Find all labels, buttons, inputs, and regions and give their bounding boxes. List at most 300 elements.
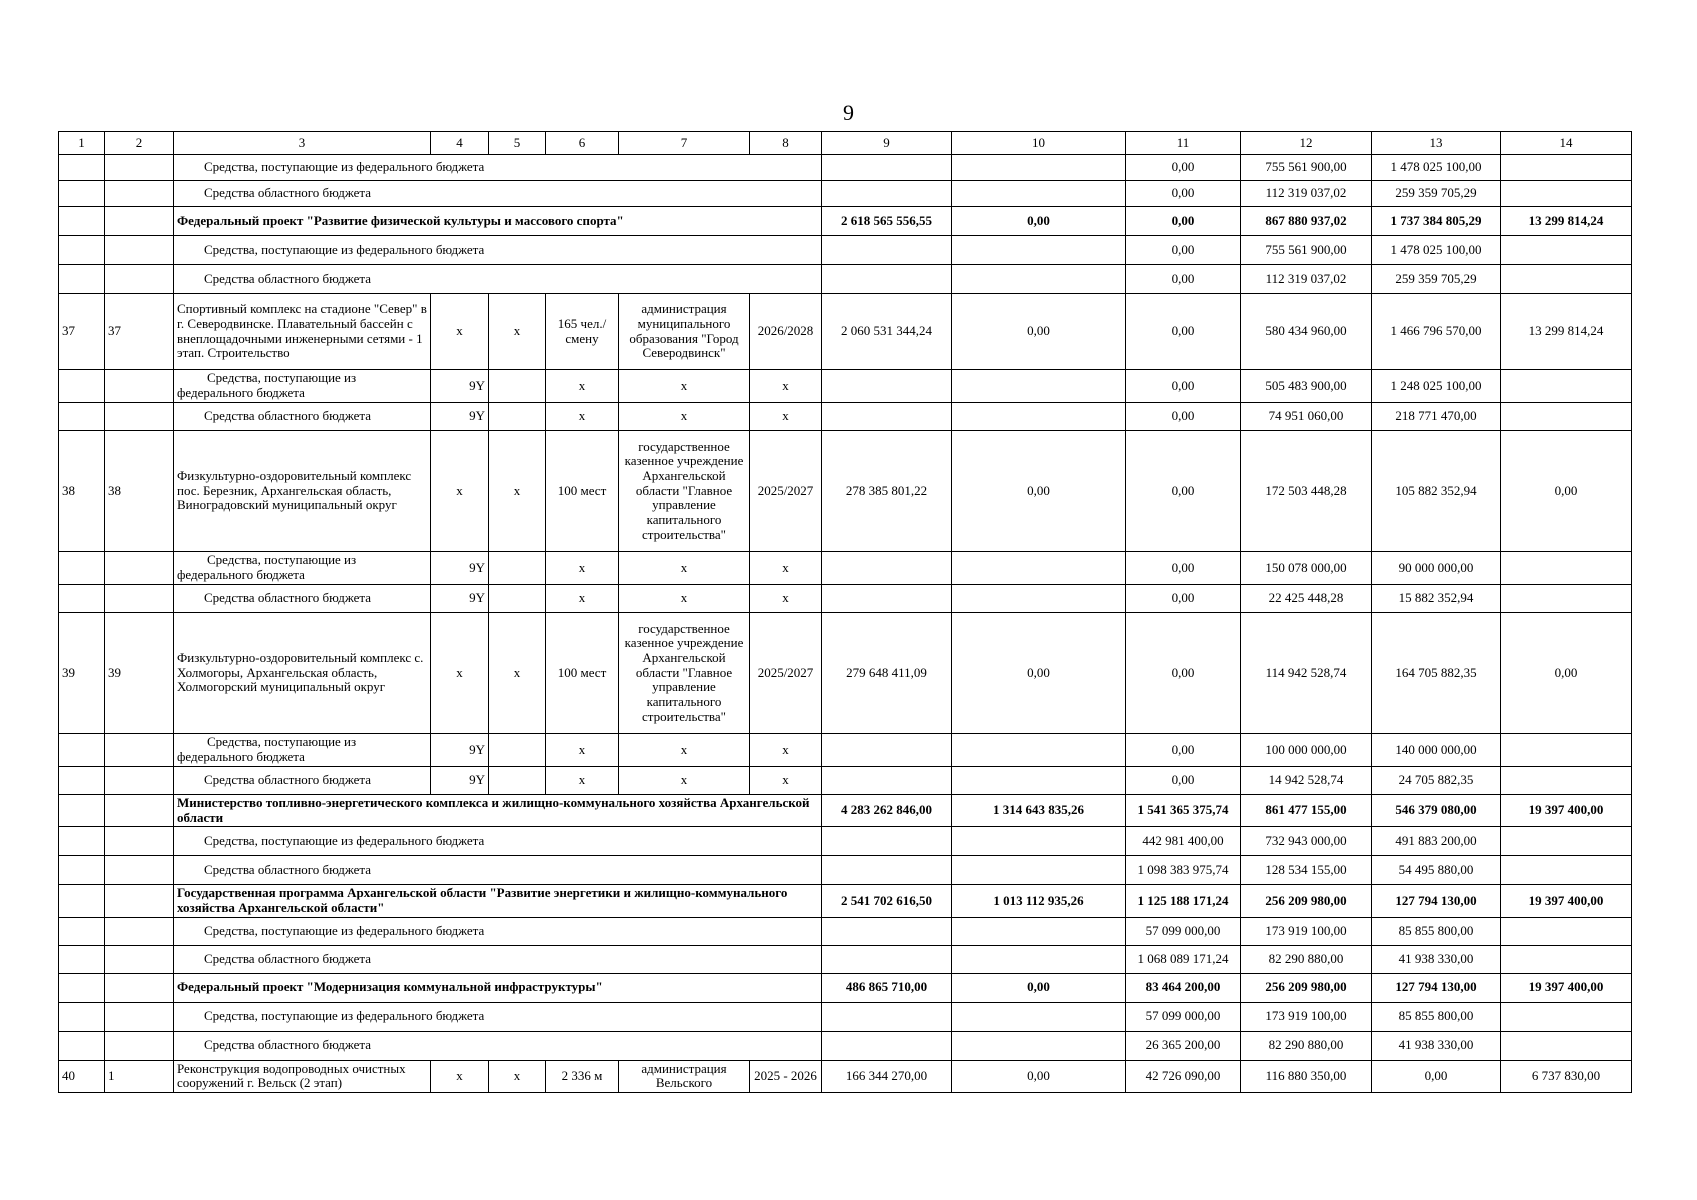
row-index-cell — [105, 795, 174, 827]
funding-source-row — [59, 767, 1632, 795]
amount-col-10: 0,00 — [952, 1060, 1126, 1092]
section-title: Федеральный проект "Развитие физической культуры и массового спорта" — [174, 207, 822, 236]
funding-source-label: Средства областного бюджета — [174, 1031, 822, 1060]
amount-col-11: 0,00 — [1126, 767, 1241, 795]
amount-col-13: 127 794 130,00 — [1372, 885, 1501, 917]
total-amount — [822, 370, 952, 403]
object-name: Физкультурно-оздоровительный комплекс с. Холмогоры, Архангельская область, Холмогорский муниципальный округ — [174, 613, 431, 734]
object-capacity: x — [546, 734, 619, 767]
object-row — [59, 1060, 1632, 1092]
row-index-cell — [105, 370, 174, 403]
object-name: Спортивный комплекс на стадионе "Север" в г. Северодвинске. Плавательный бассейн с внеплощадочными инженерными сетями - 1 этап. Строительство — [174, 294, 431, 370]
funding-source-row — [59, 945, 1632, 973]
funding-source-row — [59, 1002, 1632, 1031]
object-col-5: x — [489, 431, 546, 552]
row-index-cell — [105, 181, 174, 207]
amount-col-13: 1 248 025 100,00 — [1372, 370, 1501, 403]
object-col-5: x — [489, 613, 546, 734]
row-index-cell — [105, 973, 174, 1002]
amount-col-11: 0,00 — [1126, 236, 1241, 265]
amount-col-11: 1 068 089 171,24 — [1126, 945, 1241, 973]
amount-col-10 — [952, 827, 1126, 856]
object-row — [59, 294, 1632, 370]
amount-col-13: 127 794 130,00 — [1372, 973, 1501, 1002]
amount-col-14: 6 737 830,00 — [1501, 1060, 1632, 1092]
row-index-cell — [105, 585, 174, 613]
funding-source-label: Средства областного бюджета — [174, 945, 822, 973]
object-name: Физкультурно-оздоровительный комплекс пос. Березник, Архангельская область, Виноградовский муниципальный округ — [174, 431, 431, 552]
amount-col-12: 580 434 960,00 — [1241, 294, 1372, 370]
object-period: 2025 - 2026 — [750, 1060, 822, 1092]
total-amount — [822, 856, 952, 885]
amount-col-14 — [1501, 1002, 1632, 1031]
object-capacity: x — [546, 585, 619, 613]
amount-col-11: 0,00 — [1126, 552, 1241, 585]
amount-col-14: 13 299 814,24 — [1501, 207, 1632, 236]
amount-col-13: 24 705 882,35 — [1372, 767, 1501, 795]
amount-col-14 — [1501, 236, 1632, 265]
amount-col-14 — [1501, 767, 1632, 795]
amount-col-13: 259 359 705,29 — [1372, 181, 1501, 207]
funding-source-label: Средства, поступающие из федерального бюджета — [174, 552, 431, 585]
row-number-cell: 39 — [59, 613, 105, 734]
row-number-cell — [59, 181, 105, 207]
amount-col-10 — [952, 181, 1126, 207]
row-index-cell — [105, 1031, 174, 1060]
object-code: x — [431, 431, 489, 552]
total-amount — [822, 236, 952, 265]
amount-col-11: 0,00 — [1126, 181, 1241, 207]
amount-col-11: 26 365 200,00 — [1126, 1031, 1241, 1060]
amount-col-10 — [952, 734, 1126, 767]
amount-col-12: 128 534 155,00 — [1241, 856, 1372, 885]
total-amount: 2 541 702 616,50 — [822, 885, 952, 917]
row-number-cell: 38 — [59, 431, 105, 552]
amount-col-11: 442 981 400,00 — [1126, 827, 1241, 856]
object-period: x — [750, 552, 822, 585]
amount-col-11: 1 541 365 375,74 — [1126, 795, 1241, 827]
object-col-5 — [489, 585, 546, 613]
funding-source-label: Средства, поступающие из федерального бюджета — [174, 236, 822, 265]
row-index-cell — [105, 207, 174, 236]
funding-source-row — [59, 917, 1632, 945]
object-row — [59, 613, 1632, 734]
row-number-cell — [59, 1031, 105, 1060]
amount-col-12: 256 209 980,00 — [1241, 885, 1372, 917]
object-capacity: 165 чел./смену — [546, 294, 619, 370]
column-number: 12 — [1241, 132, 1372, 155]
amount-col-10: 0,00 — [952, 613, 1126, 734]
object-code: x — [431, 1060, 489, 1092]
amount-col-12: 755 561 900,00 — [1241, 236, 1372, 265]
row-number-cell — [59, 236, 105, 265]
column-number: 7 — [619, 132, 750, 155]
object-capacity: 100 мест — [546, 431, 619, 552]
total-amount: 2 618 565 556,55 — [822, 207, 952, 236]
amount-col-14 — [1501, 403, 1632, 431]
column-number: 9 — [822, 132, 952, 155]
total-amount — [822, 1031, 952, 1060]
column-number: 8 — [750, 132, 822, 155]
amount-col-14 — [1501, 856, 1632, 885]
object-capacity: x — [546, 767, 619, 795]
amount-col-10 — [952, 767, 1126, 795]
amount-col-12: 14 942 528,74 — [1241, 767, 1372, 795]
row-number-cell: 37 — [59, 294, 105, 370]
object-period: x — [750, 767, 822, 795]
row-number-cell — [59, 856, 105, 885]
object-capacity: x — [546, 403, 619, 431]
object-period: 2025/2027 — [750, 431, 822, 552]
amount-col-14: 19 397 400,00 — [1501, 795, 1632, 827]
object-capacity: x — [546, 552, 619, 585]
object-period: x — [750, 370, 822, 403]
column-number-row — [59, 132, 1632, 155]
amount-col-11: 1 098 383 975,74 — [1126, 856, 1241, 885]
funding-code: 9Y — [431, 552, 489, 585]
row-number-cell — [59, 945, 105, 973]
amount-col-14 — [1501, 155, 1632, 181]
total-amount — [822, 827, 952, 856]
amount-col-13: 54 495 880,00 — [1372, 856, 1501, 885]
row-number-cell — [59, 265, 105, 294]
object-customer: администрация Вельского — [619, 1060, 750, 1092]
column-number: 13 — [1372, 132, 1501, 155]
amount-col-14 — [1501, 917, 1632, 945]
amount-col-10 — [952, 917, 1126, 945]
total-amount — [822, 917, 952, 945]
object-row — [59, 431, 1632, 552]
funding-source-label: Средства, поступающие из федерального бюджета — [174, 917, 822, 945]
amount-col-10 — [952, 552, 1126, 585]
column-number: 5 — [489, 132, 546, 155]
object-code: x — [431, 294, 489, 370]
amount-col-12: 112 319 037,02 — [1241, 181, 1372, 207]
funding-code: 9Y — [431, 734, 489, 767]
funding-code: 9Y — [431, 370, 489, 403]
object-col-5 — [489, 734, 546, 767]
amount-col-14: 19 397 400,00 — [1501, 973, 1632, 1002]
row-number-cell — [59, 403, 105, 431]
funding-code: 9Y — [431, 403, 489, 431]
amount-col-10: 0,00 — [952, 431, 1126, 552]
total-amount — [822, 265, 952, 294]
amount-col-13: 259 359 705,29 — [1372, 265, 1501, 294]
section-total-row — [59, 207, 1632, 236]
budget-table — [58, 131, 1632, 1093]
amount-col-10: 0,00 — [952, 973, 1126, 1002]
amount-col-10 — [952, 403, 1126, 431]
amount-col-13: 15 882 352,94 — [1372, 585, 1501, 613]
object-customer: x — [619, 767, 750, 795]
section-total-row — [59, 885, 1632, 917]
object-col-5: x — [489, 1060, 546, 1092]
amount-col-13: 85 855 800,00 — [1372, 917, 1501, 945]
funding-code: 9Y — [431, 767, 489, 795]
row-number-cell — [59, 585, 105, 613]
amount-col-14: 19 397 400,00 — [1501, 885, 1632, 917]
object-customer: x — [619, 552, 750, 585]
total-amount — [822, 155, 952, 181]
amount-col-13: 491 883 200,00 — [1372, 827, 1501, 856]
amount-col-12: 256 209 980,00 — [1241, 973, 1372, 1002]
amount-col-13: 1 478 025 100,00 — [1372, 155, 1501, 181]
column-number: 2 — [105, 132, 174, 155]
object-col-5 — [489, 767, 546, 795]
funding-source-label: Средства областного бюджета — [174, 181, 822, 207]
amount-col-11: 0,00 — [1126, 155, 1241, 181]
row-number-cell: 40 — [59, 1060, 105, 1092]
total-amount: 278 385 801,22 — [822, 431, 952, 552]
amount-col-10 — [952, 265, 1126, 294]
object-customer: x — [619, 585, 750, 613]
amount-col-12: 74 951 060,00 — [1241, 403, 1372, 431]
object-customer: государственное казенное учреждение Архангельской области "Главное управление капитального строительства" — [619, 431, 750, 552]
amount-col-12: 867 880 937,02 — [1241, 207, 1372, 236]
row-index-cell — [105, 767, 174, 795]
amount-col-13: 0,00 — [1372, 1060, 1501, 1092]
object-col-5 — [489, 403, 546, 431]
total-amount — [822, 945, 952, 973]
object-capacity: 100 мест — [546, 613, 619, 734]
row-number-cell — [59, 973, 105, 1002]
amount-col-10 — [952, 1031, 1126, 1060]
funding-source-label: Средства областного бюджета — [174, 403, 431, 431]
amount-col-12: 22 425 448,28 — [1241, 585, 1372, 613]
funding-source-label: Средства, поступающие из федерального бюджета — [174, 155, 822, 181]
amount-col-10 — [952, 856, 1126, 885]
amount-col-13: 41 938 330,00 — [1372, 945, 1501, 973]
total-amount — [822, 585, 952, 613]
amount-col-14: 0,00 — [1501, 613, 1632, 734]
amount-col-12: 82 290 880,00 — [1241, 1031, 1372, 1060]
amount-col-10: 0,00 — [952, 294, 1126, 370]
amount-col-12: 172 503 448,28 — [1241, 431, 1372, 552]
funding-source-label: Средства областного бюджета — [174, 767, 431, 795]
column-number: 3 — [174, 132, 431, 155]
section-total-row — [59, 795, 1632, 827]
object-col-5 — [489, 370, 546, 403]
amount-col-12: 173 919 100,00 — [1241, 1002, 1372, 1031]
object-code: x — [431, 613, 489, 734]
amount-col-10 — [952, 236, 1126, 265]
total-amount — [822, 181, 952, 207]
amount-col-14: 13 299 814,24 — [1501, 294, 1632, 370]
page-number: 9 — [843, 100, 854, 125]
column-number: 14 — [1501, 132, 1632, 155]
row-number-cell — [59, 885, 105, 917]
amount-col-12: 112 319 037,02 — [1241, 265, 1372, 294]
funding-source-row — [59, 585, 1632, 613]
total-amount — [822, 767, 952, 795]
funding-source-label: Средства областного бюджета — [174, 856, 822, 885]
column-number: 4 — [431, 132, 489, 155]
funding-source-row — [59, 370, 1632, 403]
amount-col-14 — [1501, 265, 1632, 294]
object-col-5: x — [489, 294, 546, 370]
funding-source-row — [59, 403, 1632, 431]
amount-col-12: 116 880 350,00 — [1241, 1060, 1372, 1092]
funding-source-row — [59, 155, 1632, 181]
amount-col-13: 1 478 025 100,00 — [1372, 236, 1501, 265]
total-amount: 4 283 262 846,00 — [822, 795, 952, 827]
funding-source-row — [59, 552, 1632, 585]
amount-col-12: 82 290 880,00 — [1241, 945, 1372, 973]
row-number-cell — [59, 917, 105, 945]
amount-col-11: 0,00 — [1126, 265, 1241, 294]
amount-col-11: 0,00 — [1126, 613, 1241, 734]
funding-source-row — [59, 856, 1632, 885]
object-capacity: x — [546, 370, 619, 403]
amount-col-13: 1 466 796 570,00 — [1372, 294, 1501, 370]
amount-col-12: 150 078 000,00 — [1241, 552, 1372, 585]
object-period: x — [750, 734, 822, 767]
amount-col-12: 755 561 900,00 — [1241, 155, 1372, 181]
amount-col-10 — [952, 370, 1126, 403]
amount-col-10: 0,00 — [952, 207, 1126, 236]
amount-col-11: 42 726 090,00 — [1126, 1060, 1241, 1092]
amount-col-13: 1 737 384 805,29 — [1372, 207, 1501, 236]
amount-col-12: 100 000 000,00 — [1241, 734, 1372, 767]
row-index-cell — [105, 265, 174, 294]
row-number-cell — [59, 734, 105, 767]
column-number: 11 — [1126, 132, 1241, 155]
object-name: Реконструкция водопроводных очистных сооружений г. Вельск (2 этап) — [174, 1060, 431, 1092]
funding-source-row — [59, 181, 1632, 207]
row-index-cell — [105, 552, 174, 585]
row-index-cell — [105, 917, 174, 945]
funding-source-row — [59, 827, 1632, 856]
funding-code: 9Y — [431, 585, 489, 613]
row-index-cell — [105, 155, 174, 181]
amount-col-12: 505 483 900,00 — [1241, 370, 1372, 403]
total-amount: 279 648 411,09 — [822, 613, 952, 734]
row-index-cell: 1 — [105, 1060, 174, 1092]
funding-source-label: Средства, поступающие из федерального бюджета — [174, 370, 431, 403]
column-number: 10 — [952, 132, 1126, 155]
amount-col-12: 114 942 528,74 — [1241, 613, 1372, 734]
amount-col-13: 140 000 000,00 — [1372, 734, 1501, 767]
amount-col-14: 0,00 — [1501, 431, 1632, 552]
amount-col-11: 0,00 — [1126, 207, 1241, 236]
row-index-cell — [105, 827, 174, 856]
amount-col-14 — [1501, 1031, 1632, 1060]
row-index-cell — [105, 856, 174, 885]
funding-source-row — [59, 1031, 1632, 1060]
funding-source-label: Средства, поступающие из федерального бюджета — [174, 827, 822, 856]
object-period: x — [750, 403, 822, 431]
amount-col-14 — [1501, 552, 1632, 585]
amount-col-11: 57 099 000,00 — [1126, 917, 1241, 945]
row-number-cell — [59, 552, 105, 585]
column-number: 6 — [546, 132, 619, 155]
amount-col-14 — [1501, 734, 1632, 767]
funding-source-row — [59, 734, 1632, 767]
section-title: Государственная программа Архангельской области "Развитие энергетики и жилищно-коммунального хозяйства Архангельской области" — [174, 885, 822, 917]
column-number: 1 — [59, 132, 105, 155]
amount-col-11: 0,00 — [1126, 585, 1241, 613]
total-amount: 2 060 531 344,24 — [822, 294, 952, 370]
row-number-cell — [59, 155, 105, 181]
total-amount — [822, 1002, 952, 1031]
object-period: x — [750, 585, 822, 613]
amount-col-11: 1 125 188 171,24 — [1126, 885, 1241, 917]
row-number-cell — [59, 207, 105, 236]
object-customer: x — [619, 370, 750, 403]
amount-col-12: 732 943 000,00 — [1241, 827, 1372, 856]
total-amount — [822, 734, 952, 767]
amount-col-10 — [952, 155, 1126, 181]
amount-col-10: 1 314 643 835,26 — [952, 795, 1126, 827]
amount-col-11: 0,00 — [1126, 403, 1241, 431]
row-index-cell — [105, 885, 174, 917]
amount-col-11: 0,00 — [1126, 734, 1241, 767]
total-amount — [822, 403, 952, 431]
amount-col-14 — [1501, 181, 1632, 207]
row-number-cell — [59, 767, 105, 795]
amount-col-10: 1 013 112 935,26 — [952, 885, 1126, 917]
row-index-cell — [105, 236, 174, 265]
amount-col-11: 0,00 — [1126, 294, 1241, 370]
amount-col-13: 105 882 352,94 — [1372, 431, 1501, 552]
amount-col-10 — [952, 945, 1126, 973]
object-col-5 — [489, 552, 546, 585]
amount-col-13: 218 771 470,00 — [1372, 403, 1501, 431]
total-amount: 486 865 710,00 — [822, 973, 952, 1002]
row-number-cell — [59, 1002, 105, 1031]
funding-source-row — [59, 236, 1632, 265]
amount-col-10 — [952, 585, 1126, 613]
row-index-cell — [105, 945, 174, 973]
amount-col-13: 41 938 330,00 — [1372, 1031, 1501, 1060]
amount-col-14 — [1501, 370, 1632, 403]
amount-col-14 — [1501, 585, 1632, 613]
row-index-cell: 38 — [105, 431, 174, 552]
object-period: 2026/2028 — [750, 294, 822, 370]
object-customer: x — [619, 734, 750, 767]
amount-col-13: 85 855 800,00 — [1372, 1002, 1501, 1031]
object-customer: государственное казенное учреждение Архангельской области "Главное управление капитального строительства" — [619, 613, 750, 734]
row-index-cell: 39 — [105, 613, 174, 734]
amount-col-11: 57 099 000,00 — [1126, 1002, 1241, 1031]
row-index-cell — [105, 734, 174, 767]
object-customer: администрация муниципального образования "Город Северодвинск" — [619, 294, 750, 370]
amount-col-14 — [1501, 827, 1632, 856]
section-title: Министерство топливно-энергетического комплекса и жилищно-коммунального хозяйства Архангельской области — [174, 795, 822, 827]
object-customer: x — [619, 403, 750, 431]
funding-source-label: Средства областного бюджета — [174, 265, 822, 294]
funding-source-label: Средства, поступающие из федерального бюджета — [174, 734, 431, 767]
amount-col-14 — [1501, 945, 1632, 973]
section-title: Федеральный проект "Модернизация коммунальной инфраструктуры" — [174, 973, 822, 1002]
row-number-cell — [59, 370, 105, 403]
row-index-cell — [105, 403, 174, 431]
row-number-cell — [59, 827, 105, 856]
total-amount — [822, 552, 952, 585]
section-total-row — [59, 973, 1632, 1002]
funding-source-label: Средства областного бюджета — [174, 585, 431, 613]
amount-col-12: 173 919 100,00 — [1241, 917, 1372, 945]
row-index-cell — [105, 1002, 174, 1031]
amount-col-13: 90 000 000,00 — [1372, 552, 1501, 585]
amount-col-11: 0,00 — [1126, 431, 1241, 552]
amount-col-13: 164 705 882,35 — [1372, 613, 1501, 734]
total-amount: 166 344 270,00 — [822, 1060, 952, 1092]
amount-col-12: 861 477 155,00 — [1241, 795, 1372, 827]
amount-col-10 — [952, 1002, 1126, 1031]
row-index-cell: 37 — [105, 294, 174, 370]
object-period: 2025/2027 — [750, 613, 822, 734]
